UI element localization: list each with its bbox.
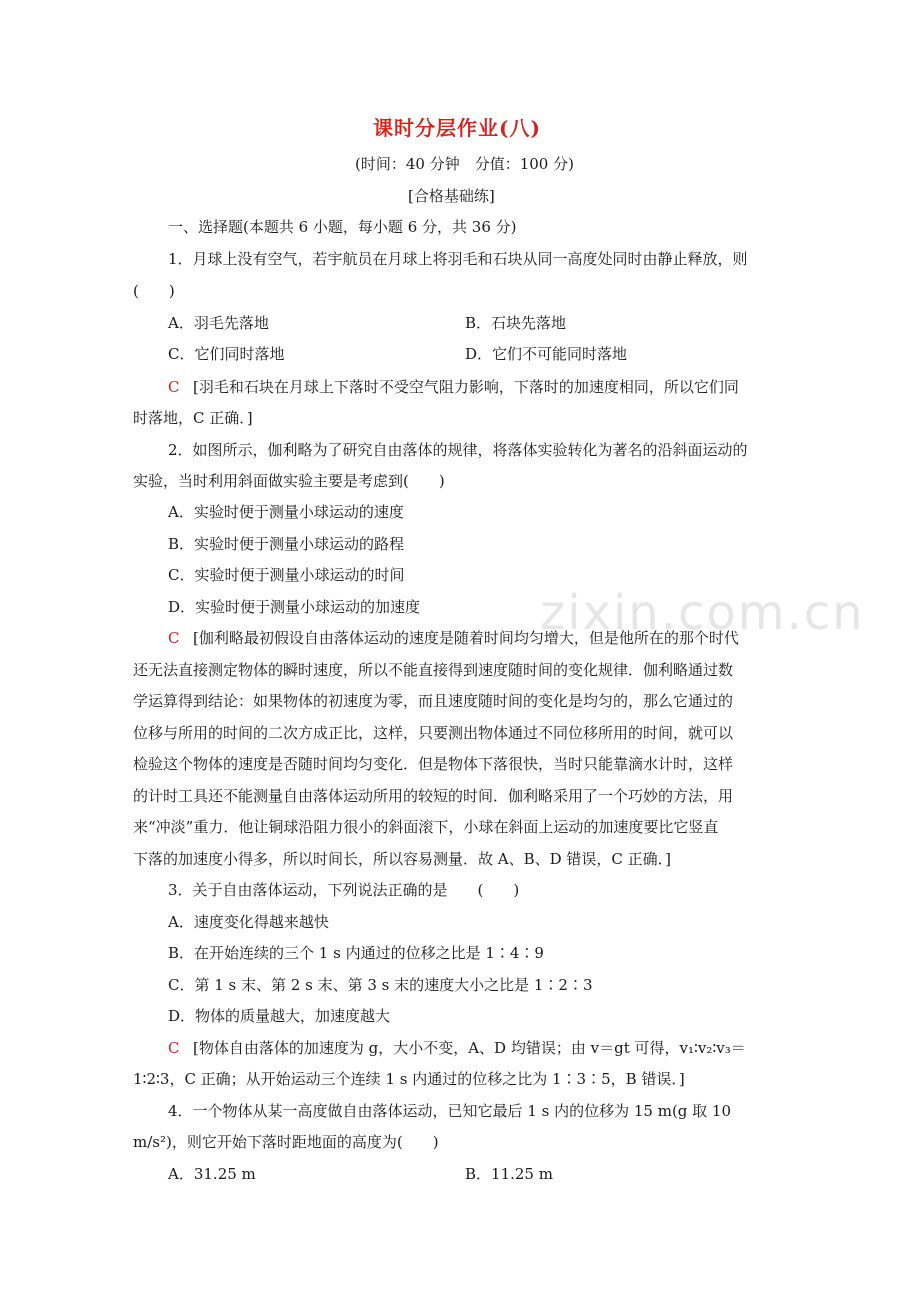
q2-explanation-line4: 位移与所用的时间的二次方成正比，这样，只要测出物体通过不同位移所用的时间，就可以: [133, 724, 734, 742]
q2-explanation-line1: [伽利略最初假设自由落体运动的速度是随着时间均匀增大，但是他所在的那个时代: [193, 629, 739, 647]
q4-option-a: A．31.25 m: [168, 1165, 256, 1183]
q3-explanation-line1: [物体自由落体的加速度为 g，大小不变，A、D 均错误；由 v＝gt 可得，v₁∶v₂∶v₃＝: [193, 1039, 746, 1057]
q1-explanation-line1: [羽毛和石块在月球上下落时不受空气阻力影响，下落时的加速度相同，所以它们同: [193, 378, 739, 396]
q2-answer: C: [168, 629, 180, 647]
q2-explanation-line2: 还无法直接测定物体的瞬时速度，所以不能直接得到速度随时间的变化规律．伽利略通过数: [133, 661, 734, 679]
q1-explanation-line2: 时落地，C 正确．]: [133, 409, 253, 427]
q1-option-b: B．石块先落地: [465, 314, 567, 332]
q2-option-d: D．实验时便于测量小球运动的加速度: [168, 598, 421, 616]
q4-stem-line1: 4．一个物体从某一高度做自由落体运动，已知它最后 1 s 内的位移为 15 m(g 取 10: [168, 1102, 732, 1120]
section-label: [合格基础练]: [408, 187, 495, 205]
q2-explanation-line5: 检验这个物体的速度是否随时间均匀变化．但是物体下落很快，当时只能靠滴水计时，这样: [133, 755, 734, 773]
q1-stem-line2: ( ): [133, 282, 175, 300]
page-title: 课时分层作业(八): [373, 116, 541, 140]
q1-option-c: C．它们同时落地: [168, 345, 285, 363]
time-score-info: (时间：40 分钟 分值：100 分): [355, 155, 574, 173]
q2-stem-line1: 2．如图所示，伽利略为了研究自由落体的规律，将落体实验转化为著名的沿斜面运动的: [168, 441, 748, 459]
q3-option-c: C．第 1 s 末、第 2 s 末、第 3 s 末的速度大小之比是 1∶2∶3: [168, 976, 593, 994]
q2-option-b: B．实验时便于测量小球运动的路程: [168, 535, 405, 553]
q1-option-a: A．羽毛先落地: [168, 314, 269, 332]
q2-explanation-line3: 学运算得到结论：如果物体的初速度为零，而且速度随时间的变化是均匀的，那么它通过的: [133, 692, 734, 710]
q1-answer: C: [168, 378, 180, 396]
q2-explanation-line8: 下落的加速度小得多，所以时间长，所以容易测量．故 A、B、D 错误，C 正确．]: [133, 850, 672, 868]
q1-stem-line1: 1．月球上没有空气，若宇航员在月球上将羽毛和石块从同一高度处同时由静止释放，则: [168, 250, 748, 268]
q3-explanation-line2: 1∶2∶3，C 正确；从开始运动三个连续 1 s 内通过的位移之比为 1∶3∶5，B 错误．]: [133, 1070, 685, 1088]
q4-stem-line2: m/s²)，则它开始下落时距地面的高度为( ): [133, 1133, 439, 1151]
q2-explanation-line7: 来“冲淡”重力．他让铜球沿阻力很小的斜面滚下，小球在斜面上运动的加速度要比它竖直: [133, 818, 719, 836]
q3-answer: C: [168, 1039, 180, 1057]
q3-option-d: D．物体的质量越大，加速度越大: [168, 1007, 391, 1025]
q1-option-d: D．它们不可能同时落地: [465, 345, 628, 363]
q2-stem-line2: 实验，当时利用斜面做实验主要是考虑到( ): [133, 472, 445, 490]
watermark: zixin.com.cn: [540, 585, 865, 641]
q2-explanation-line6: 的计时工具还不能测量自由落体运动所用的较短的时间．伽利略采用了一个巧妙的方法，用: [133, 787, 734, 805]
q3-stem: 3．关于自由落体运动，下列说法正确的是 ( ): [168, 881, 520, 899]
q3-option-a: A．速度变化得越来越快: [168, 913, 329, 931]
part-heading: 一、选择题(本题共 6 小题，每小题 6 分，共 36 分): [168, 218, 517, 236]
q3-option-b: B．在开始连续的三个 1 s 内通过的位移之比是 1∶4∶9: [168, 944, 544, 962]
q2-option-c: C．实验时便于测量小球运动的时间: [168, 566, 405, 584]
q2-option-a: A．实验时便于测量小球运动的速度: [168, 503, 404, 521]
q4-option-b: B．11.25 m: [465, 1165, 553, 1183]
